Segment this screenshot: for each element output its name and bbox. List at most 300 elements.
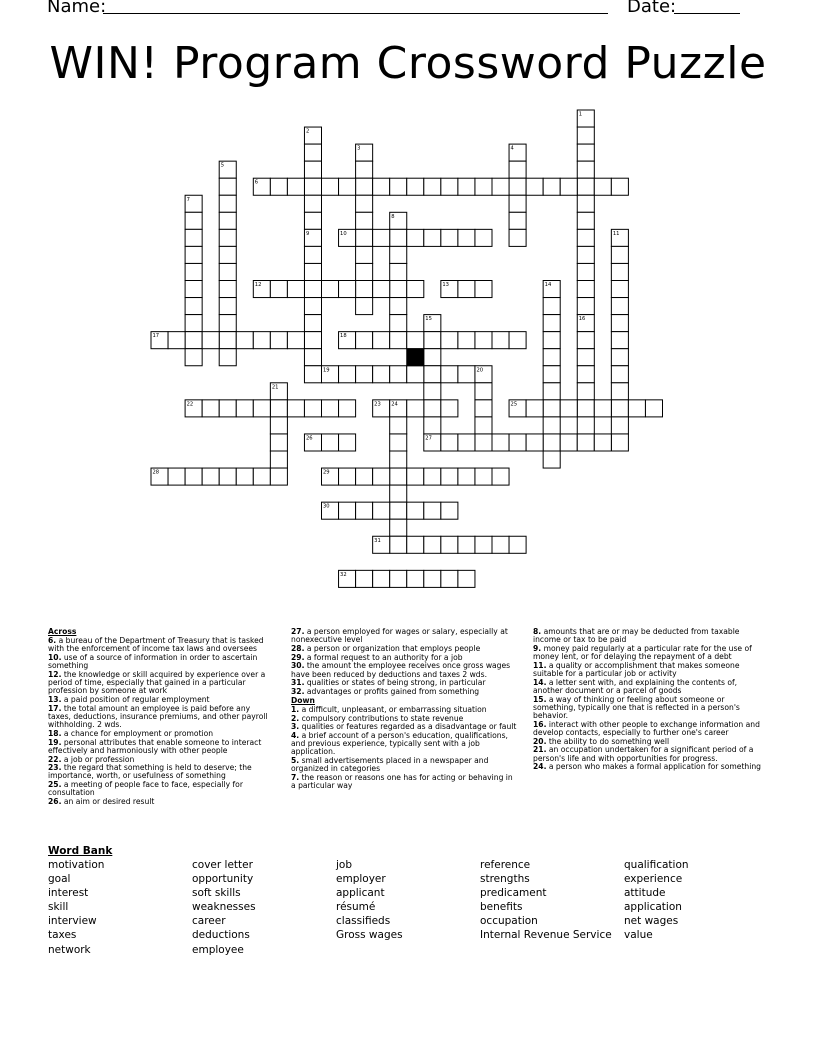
grid-cell[interactable] (407, 178, 424, 195)
grid-cell[interactable] (611, 349, 628, 366)
grid-cell[interactable] (219, 229, 236, 246)
grid-cell[interactable] (202, 332, 219, 349)
grid-cell[interactable] (611, 315, 628, 332)
grid-cell[interactable] (577, 195, 594, 212)
grid-cell[interactable] (407, 502, 424, 519)
grid-cell[interactable] (594, 434, 611, 451)
grid-cell[interactable] (356, 502, 373, 519)
grid-cell[interactable] (287, 281, 304, 298)
grid-cell[interactable] (390, 417, 407, 434)
grid-cell[interactable] (390, 332, 407, 349)
grid-cell[interactable] (390, 315, 407, 332)
clue-item-text: a meeting of people face to face, especially for consultation (48, 780, 243, 798)
grid-cell[interactable] (458, 366, 475, 383)
grid-cell[interactable] (304, 263, 321, 280)
grid-cell[interactable] (390, 246, 407, 263)
grid-cell[interactable] (577, 349, 594, 366)
clue-item-text: use of a source of information in order to ascertain something (48, 653, 258, 671)
grid-cell[interactable] (168, 332, 185, 349)
grid-cell[interactable] (390, 178, 407, 195)
grid-cell[interactable] (543, 417, 560, 434)
grid-cell[interactable] (458, 332, 475, 349)
grid-cell[interactable] (236, 332, 253, 349)
grid-cell[interactable] (219, 315, 236, 332)
clue-item-number: 6. (48, 636, 57, 646)
grid-cell[interactable] (185, 246, 202, 263)
grid-cell[interactable] (339, 502, 356, 519)
grid-cell[interactable] (577, 246, 594, 263)
clue-number: 22 (186, 401, 194, 408)
grid-cell[interactable] (185, 468, 202, 485)
clue-number: 23 (374, 401, 381, 408)
grid-cell[interactable] (560, 434, 577, 451)
grid-cell[interactable] (492, 332, 509, 349)
grid-cell[interactable] (390, 434, 407, 451)
grid-cell[interactable] (185, 212, 202, 229)
name-label: Name: (47, 0, 107, 17)
grid-cell[interactable] (373, 366, 390, 383)
grid-cell[interactable] (509, 178, 526, 195)
grid-cell[interactable] (594, 400, 611, 417)
grid-cell[interactable] (424, 229, 441, 246)
grid-cell[interactable] (390, 366, 407, 383)
grid-cell[interactable] (424, 178, 441, 195)
grid-cell[interactable] (407, 281, 424, 298)
grid-cell[interactable] (339, 178, 356, 195)
grid-cell[interactable] (185, 281, 202, 298)
grid-cell[interactable] (509, 195, 526, 212)
clue-item-text: the reason or reasons one has for acting or behaving in a particular way (291, 772, 513, 791)
grid-cell[interactable] (373, 178, 390, 195)
clue-item (48, 671, 273, 696)
clue-number: 20 (476, 367, 484, 374)
grid-cell[interactable] (458, 468, 475, 485)
grid-cell[interactable] (611, 246, 628, 263)
grid-cell[interactable] (390, 536, 407, 553)
grid-cell[interactable] (390, 451, 407, 468)
grid-cell[interactable] (390, 502, 407, 519)
grid-cell[interactable] (577, 212, 594, 229)
grid-cell[interactable] (270, 434, 287, 451)
grid-cell[interactable] (185, 332, 202, 349)
grid-cell[interactable] (577, 178, 594, 195)
grid-cell[interactable] (322, 400, 339, 417)
grid-cell[interactable] (441, 332, 458, 349)
grid-cell[interactable] (441, 400, 458, 417)
grid-cell[interactable] (219, 349, 236, 366)
grid-cell[interactable] (577, 400, 594, 417)
grid-cell[interactable] (475, 383, 492, 400)
word-bank-column (48, 858, 104, 957)
grid-cell[interactable] (356, 178, 373, 195)
grid-cell[interactable] (287, 332, 304, 349)
grid-cell[interactable] (304, 315, 321, 332)
clue-item-text: qualities or features regarded as a disadvantage or fault (299, 722, 517, 732)
grid-cell[interactable] (424, 468, 441, 485)
grid-cell[interactable] (441, 434, 458, 451)
clue-item-text: a formal request to an authority for a job (304, 652, 463, 662)
grid-cell[interactable] (628, 400, 645, 417)
clue-item-number: 26. (48, 797, 62, 807)
word-bank-item: goal (48, 873, 71, 886)
grid-cell[interactable] (407, 400, 424, 417)
grid-cell[interactable] (407, 570, 424, 587)
grid-cell[interactable] (202, 400, 219, 417)
grid-cell[interactable] (441, 468, 458, 485)
grid-cell[interactable] (577, 161, 594, 178)
grid-cell[interactable] (543, 178, 560, 195)
grid-cell[interactable] (219, 298, 236, 315)
word-bank-item: weaknesses (192, 901, 256, 914)
grid-cell[interactable] (611, 383, 628, 400)
clue-item (48, 739, 273, 755)
grid-cell[interactable] (373, 229, 390, 246)
grid-cell[interactable] (577, 281, 594, 298)
page-title: WIN! Program Crossword Puzzle (49, 38, 767, 89)
grid-cell[interactable] (236, 468, 253, 485)
grid-cell[interactable] (390, 263, 407, 280)
clue-item-text: a quality or accomplishment that makes someone suitable for a particular job or activity (533, 660, 740, 679)
grid-cell[interactable] (253, 332, 270, 349)
grid-cell[interactable] (509, 536, 526, 553)
clue-item-text: personal attributes that enable someone to interact effectively and harmoniously with other people (48, 737, 262, 755)
grid-cell[interactable] (168, 468, 185, 485)
grid-cell[interactable] (185, 263, 202, 280)
clue-number: 28 (152, 469, 160, 476)
grid-cell[interactable] (407, 468, 424, 485)
grid-cell[interactable] (219, 195, 236, 212)
grid-cell[interactable] (270, 451, 287, 468)
grid-cell[interactable] (543, 400, 560, 417)
grid-cell[interactable] (475, 178, 492, 195)
grid-cell[interactable] (577, 144, 594, 161)
grid-cell[interactable] (390, 570, 407, 587)
grid-cell[interactable] (594, 178, 611, 195)
word-bank-item: employer (336, 873, 386, 886)
grid-cell[interactable] (304, 246, 321, 263)
grid-cell[interactable] (441, 366, 458, 383)
grid-cell[interactable] (304, 298, 321, 315)
grid-cell[interactable] (304, 195, 321, 212)
grid-cell[interactable] (219, 400, 236, 417)
clue-item-text: the regard that something is held to deserve; the importance, worth, or usefulness of something (48, 763, 252, 781)
word-bank-item: attitude (624, 887, 666, 900)
grid-cell[interactable] (356, 263, 373, 280)
grid-cell[interactable] (356, 246, 373, 263)
grid-cell[interactable] (339, 434, 356, 451)
grid-cell[interactable] (611, 434, 628, 451)
grid-cell[interactable] (356, 212, 373, 229)
grid-cell[interactable] (509, 161, 526, 178)
grid-cell[interactable] (526, 400, 543, 417)
grid-cell[interactable] (270, 178, 287, 195)
grid-cell[interactable] (424, 400, 441, 417)
date-label: Date: (627, 0, 677, 17)
word-bank-item: strengths (480, 873, 530, 886)
clue-item-text: advantages or profits gained from something (304, 686, 480, 696)
grid-cell[interactable] (390, 298, 407, 315)
word-bank-item: value (624, 929, 653, 942)
clue-item-text: a person or organization that employs people (304, 643, 481, 653)
word-bank-item: interview (48, 915, 97, 928)
clue-item-number: 16. (533, 719, 547, 729)
grid-cell[interactable] (543, 451, 560, 468)
grid-cell[interactable] (339, 281, 356, 298)
grid-cell[interactable] (424, 570, 441, 587)
grid-cell[interactable] (390, 281, 407, 298)
grid-cell[interactable] (526, 178, 543, 195)
grid-cell[interactable] (287, 400, 304, 417)
clue-item-text: the knowledge or skill acquired by experience over a period of time, especially that gained in a particular profession by someone at work (48, 670, 266, 696)
grid-cell[interactable] (219, 263, 236, 280)
grid-cell[interactable] (441, 502, 458, 519)
grid-cell[interactable] (270, 468, 287, 485)
grid-cell[interactable] (441, 570, 458, 587)
grid-cell[interactable] (373, 502, 390, 519)
grid-cell[interactable] (560, 178, 577, 195)
grid-cell[interactable] (441, 536, 458, 553)
clue-item-text: a chance for employment or promotion (61, 728, 214, 738)
grid-cell[interactable] (492, 434, 509, 451)
clues-column-3 (533, 628, 768, 772)
grid-cell[interactable] (253, 400, 270, 417)
grid-cell[interactable] (270, 417, 287, 434)
grid-cell[interactable] (441, 229, 458, 246)
clue-item (291, 774, 518, 790)
grid-cell[interactable] (577, 383, 594, 400)
clue-item (533, 662, 768, 678)
clue-item-text: small advertisements placed in a newspaper and organized in categories (291, 756, 489, 774)
grid-cell[interactable] (390, 229, 407, 246)
clue-item (291, 688, 518, 696)
grid-cell[interactable] (645, 400, 662, 417)
grid-cell[interactable] (492, 178, 509, 195)
grid-cell[interactable] (611, 366, 628, 383)
grid-cell[interactable] (458, 281, 475, 298)
grid-cell[interactable] (219, 246, 236, 263)
grid-cell[interactable] (475, 434, 492, 451)
grid-cell[interactable] (611, 332, 628, 349)
grid-cell[interactable] (424, 366, 441, 383)
clue-item-number: 2. (291, 713, 300, 723)
grid-cell[interactable] (492, 536, 509, 553)
grid-cell[interactable] (219, 281, 236, 298)
grid-cell[interactable] (509, 332, 526, 349)
grid-cell[interactable] (407, 332, 424, 349)
grid-cell[interactable] (339, 400, 356, 417)
grid-cell[interactable] (322, 281, 339, 298)
grid-cell[interactable] (458, 229, 475, 246)
grid-cell[interactable] (543, 315, 560, 332)
grid-cell[interactable] (611, 281, 628, 298)
grid-cell[interactable] (424, 332, 441, 349)
grid-cell[interactable] (458, 570, 475, 587)
clue-item-text: the amount the employee receives once gross wages have been reduced by deductions and taxes 2 wds. (291, 661, 511, 679)
grid-cell[interactable] (219, 332, 236, 349)
grid-cell[interactable] (475, 332, 492, 349)
clue-item-number: 13. (48, 695, 62, 705)
grid-cell[interactable] (356, 161, 373, 178)
grid-cell[interactable] (509, 229, 526, 246)
grid-cell[interactable] (270, 400, 287, 417)
clue-number: 25 (510, 401, 518, 408)
grid-cell[interactable] (202, 468, 219, 485)
grid-cell[interactable] (577, 229, 594, 246)
grid-cell[interactable] (219, 212, 236, 229)
grid-cell[interactable] (390, 485, 407, 502)
clue-number: 16 (578, 316, 586, 323)
grid-cell[interactable] (475, 468, 492, 485)
grid-cell[interactable] (509, 212, 526, 229)
grid-cell[interactable] (407, 536, 424, 553)
grid-cell[interactable] (577, 366, 594, 383)
clue-item-number: 22. (48, 754, 62, 764)
grid-cell[interactable] (407, 229, 424, 246)
grid-cell[interactable] (356, 195, 373, 212)
grid-cell[interactable] (526, 434, 543, 451)
grid-cell[interactable] (424, 536, 441, 553)
clue-item-number: 5. (291, 756, 300, 766)
clues-column-2 (291, 628, 518, 791)
grid-cell[interactable] (543, 298, 560, 315)
grid-cell[interactable] (611, 417, 628, 434)
grid-cell[interactable] (543, 366, 560, 383)
grid-cell[interactable] (356, 332, 373, 349)
grid-cell[interactable] (458, 434, 475, 451)
grid-cell[interactable] (304, 281, 321, 298)
grid-cell[interactable] (492, 468, 509, 485)
grid-cell[interactable] (287, 178, 304, 195)
grid-cell[interactable] (270, 332, 287, 349)
grid-cell[interactable] (219, 178, 236, 195)
grid-cell[interactable] (339, 468, 356, 485)
grid-cell[interactable] (185, 229, 202, 246)
clue-item-number: 19. (48, 737, 62, 747)
grid-cell[interactable] (611, 263, 628, 280)
grid-cell[interactable] (373, 281, 390, 298)
grid-cell[interactable] (560, 400, 577, 417)
grid-cell[interactable] (236, 400, 253, 417)
clue-item-number: 1. (291, 704, 300, 714)
grid-cell[interactable] (424, 349, 441, 366)
grid-cell[interactable] (356, 366, 373, 383)
grid-cell[interactable] (543, 332, 560, 349)
clue-item-text: a letter sent with, and explaining the contents of, another document or a parcel of goods (533, 677, 738, 695)
grid-cell[interactable] (304, 366, 321, 383)
grid-cell[interactable] (304, 161, 321, 178)
clue-item (533, 696, 768, 721)
grid-cell[interactable] (356, 298, 373, 315)
clue-number: 32 (340, 571, 347, 578)
grid-cell[interactable] (304, 332, 321, 349)
grid-cell[interactable] (304, 144, 321, 161)
grid-cell[interactable] (441, 178, 458, 195)
grid-cell[interactable] (253, 468, 270, 485)
clue-number: 3 (357, 145, 361, 152)
grid-cell[interactable] (458, 178, 475, 195)
grid-cell[interactable] (390, 468, 407, 485)
grid-cell[interactable] (373, 570, 390, 587)
word-bank-column (192, 858, 256, 957)
clue-item-number: 15. (533, 694, 547, 704)
grid-cell[interactable] (356, 281, 373, 298)
grid-cell[interactable] (219, 468, 236, 485)
grid-cell[interactable] (390, 519, 407, 536)
clue-number: 7 (186, 196, 190, 203)
grid-cell[interactable] (475, 400, 492, 417)
grid-cell[interactable] (304, 212, 321, 229)
grid-cell[interactable] (577, 263, 594, 280)
grid-cell[interactable] (509, 434, 526, 451)
clue-item-number: 10. (48, 653, 62, 663)
grid-cell[interactable] (356, 229, 373, 246)
grid-cell[interactable] (577, 127, 594, 144)
grid-cell[interactable] (577, 298, 594, 315)
word-bank-item: benefits (480, 901, 523, 914)
grid-cell[interactable] (304, 178, 321, 195)
grid-cell[interactable] (356, 570, 373, 587)
grid-cell[interactable] (424, 502, 441, 519)
clue-number: 8 (391, 213, 395, 220)
grid-cell[interactable] (611, 178, 628, 195)
grid-cell[interactable] (577, 332, 594, 349)
grid-cell[interactable] (475, 536, 492, 553)
grid-cell[interactable] (424, 417, 441, 434)
clue-item-text: a person who makes a formal application for something (546, 762, 761, 772)
grid-cell[interactable] (304, 400, 321, 417)
grid-cell[interactable] (185, 315, 202, 332)
grid-cell[interactable] (185, 298, 202, 315)
grid-cell[interactable] (407, 366, 424, 383)
grid-cell[interactable] (458, 536, 475, 553)
grid-cell[interactable] (611, 298, 628, 315)
clue-item-number: 4. (291, 730, 300, 740)
clue-item (291, 662, 518, 678)
clue-item-number: 12. (48, 670, 62, 680)
grid-cell[interactable] (185, 349, 202, 366)
clue-number: 12 (254, 282, 262, 288)
word-bank-item: cover letter (192, 859, 253, 871)
grid-cell[interactable] (356, 468, 373, 485)
clue-item-text: amounts that are or may be deducted from taxable income or tax to be paid (533, 627, 740, 645)
grid-cell[interactable] (577, 434, 594, 451)
grid-cell[interactable] (611, 400, 628, 417)
word-bank-item: soft skills (192, 887, 241, 900)
grid-cell[interactable] (322, 178, 339, 195)
grid-cell[interactable] (373, 468, 390, 485)
grid-cell[interactable] (304, 349, 321, 366)
grid-cell[interactable] (543, 383, 560, 400)
grid-cell[interactable] (543, 434, 560, 451)
grid-cell[interactable] (543, 349, 560, 366)
grid-cell[interactable] (373, 332, 390, 349)
black-cell (407, 349, 424, 366)
grid-cell[interactable] (322, 434, 339, 451)
clue-number: 4 (510, 145, 514, 152)
clue-number: 26 (305, 435, 313, 442)
grid-cell[interactable] (475, 417, 492, 434)
grid-cell[interactable] (424, 383, 441, 400)
grid-cell[interactable] (339, 366, 356, 383)
grid-cell[interactable] (475, 281, 492, 298)
clue-number: 10 (340, 230, 347, 237)
grid-cell[interactable] (475, 229, 492, 246)
clue-number: 29 (323, 469, 330, 476)
grid-cell[interactable] (577, 417, 594, 434)
clue-item-number: 18. (48, 728, 62, 738)
grid-cell[interactable] (270, 281, 287, 298)
clue-item-number: 20. (533, 736, 547, 746)
